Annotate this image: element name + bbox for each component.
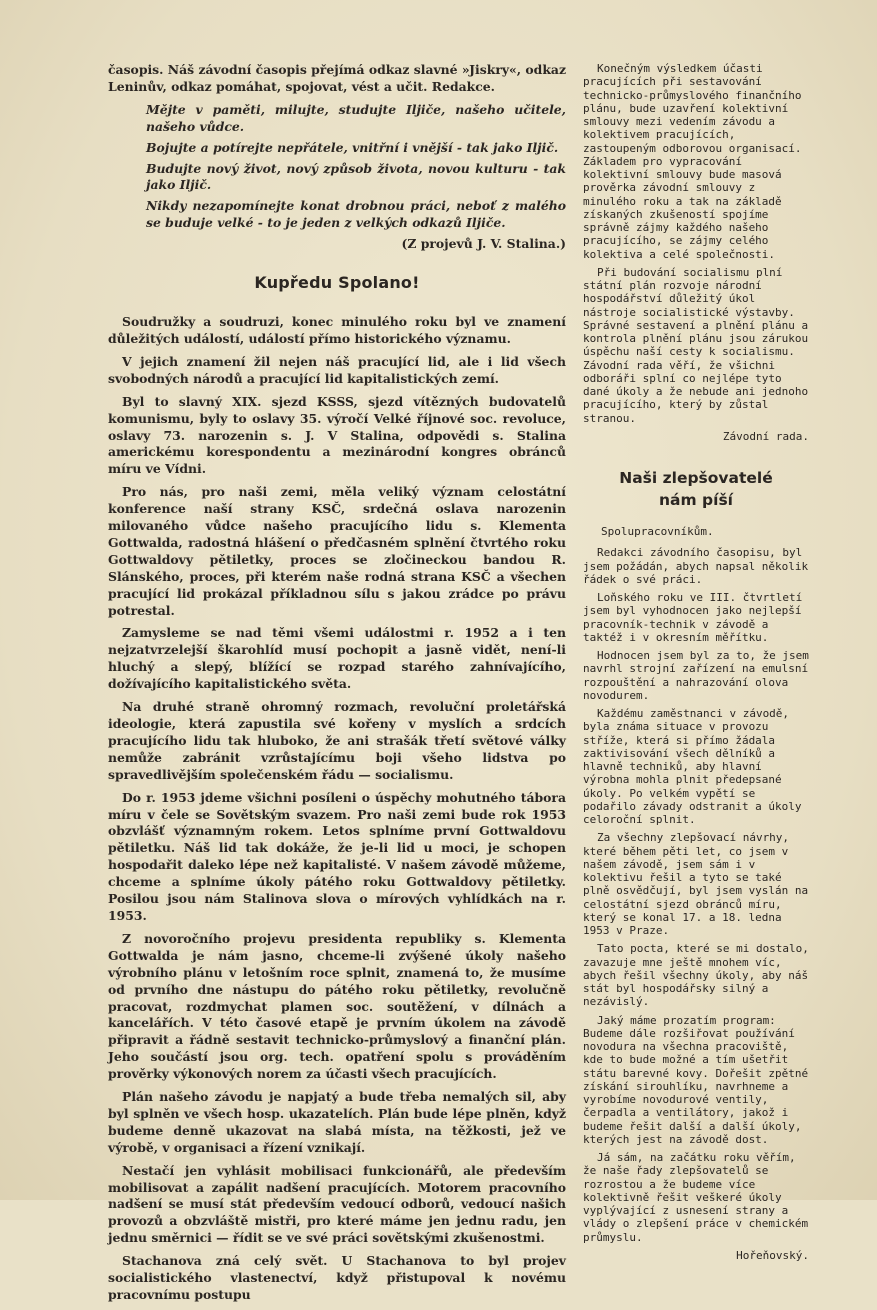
letter-paragraph: Za všechny zlepšovací návrhy, které během pěti let, co jsem v našem závodě, jsem sám i v kolektivu řešil a tyto se také plně osvědčují, byl jsem vyslán na celostátní sjezd obránců míru, který se konal 17. a 18. ledna 1953 v Praze. [583,831,809,937]
stalin-quote-4: Nikdy nezapomínejte konat drobnou práci, neboť z malého se buduje velké - to je jeden z velkých odkazů Iljiče. [146,198,566,231]
council-paragraph: Konečným výsledkem účasti pracujících při sestavování technicko-průmyslového finančního plánu, bude uzavření kolektivní smlouvy mezi vedením závodu a kolektivem pracujících, zastoupeným odborovou organisací. Základem pro vypracování kolektivní smlouvy bude masová prověrka závodní smlouvy z minulého roku a tak na základě získaných zkušeností spojíme správně zájmy každého našeho pracujícího, se zájmy celého kolektiva a celé společnosti. [583,62,802,261]
letter-paragraph: Já sám, na začátku roku věřím, že naše řady zlepšovatelů se rozrostou a že budeme více kolektivně řešit veškeré úkoly vyplývající z usnesení strany a vlády o zlepšení práce v chemickém průmyslu. [583,1151,809,1244]
article-paragraph: Soudružky a soudruzi, konec minulého roku byl ve znamení důležitých událostí, událostí přímo historického významu. [108,314,566,346]
article-paragraph: Do r. 1953 jdeme všichni posíleni o úspěchy mohutného tábora míru v čele se Sovětským svazem. Pro naši zemi bude rok 1953 obzvlášť významným rokem. Letos splníme první Gottwaldovu pětiletku. Náš lid tak dokáže, že je-li lid u moci, je schopen hospodařit daleko lépe než kapitalisté. V našem závodě můžeme, chceme a splníme úkoly pátého roku Gottwaldovy pětiletky. Posilou jsou nám Stalinova slova o mírových vyhlídkách na r. 1953. [108,789,566,923]
stalin-quote-2: Bojujte a potírejte nepřátele, vnitřní i vnější - tak jako Iljič. [146,139,559,155]
article-paragraph: Byl to slavný XIX. sjezd KSSS, sjezd vítězných budovatelů komunismu, byly to oslavy 35. výročí Velké říjnové soc. revoluce, oslavy 73. narozenin s. J. V Stalina, odpovědi s. Stalina americkému korespondentu a mezinárodní kongres obránců míru ve Vídni. [108,393,566,477]
letter-paragraph: Loňského roku ve III. čtvrtletí jsem byl vyhodnocen jako nejlepší pracovník-technik v závodě a taktéž i v okresním měřítku. [583,591,803,644]
letter-signature: Hořeňovský. [736,1248,809,1262]
article-paragraph: V jejich znamení žil nejen náš pracující lid, ale i lid všech svobodných národů a pracující lid kapitalistických zemí. [108,353,566,386]
salutation: Spolupracovníkům. [601,525,714,538]
left-column [108,62,566,1310]
article-paragraph: Z novoročního projevu presidenta republiky s. Klementa Gottwalda je nám jasno, chceme-li zvýšené úkoly našeho výrobního plánu v letošním roce splnit, znamená to, že musíme od prvního dne nástupu do pátého roku pětiletky, revolučně pracovat, rozdmychat plamen soc. soutěžení, v dílnách a kancelářích. V této časové etapě je prvním úkolem na závodě připravit a řádně sestavit technicko-průmyslový a finanční plán. Jeho součástí jsou org. tech. opatření spolu s prováděním prověrky výkonových norem za účasti všech pracujících. [108,930,566,1082]
letter-paragraph: Každému zaměstnanci v závodě, byla známa situace v provozu stříže, která si přímo žádala zaktivisování všech dělníků a hlavně techniků, aby hlavní výrobna mohla plnit předepsané úkoly. Po velkém vypětí se podařilo závady odstranit a úkoly celoroční splnit. [583,707,802,826]
article-paragraph: Stachanova zná celý svět. U Stachanova to byl projev socialistického vlastenectví, když přistupoval k novému pracovnímu postupu [108,1253,566,1302]
council-signature: Závodní rada. [722,429,809,443]
article-paragraph: Nestačí jen vyhlásit mobilisaci funkcionářů, ale především mobilisovat a zapálit nadšení pracujících. Motorem pracovního nadšení se musí stát především vedoucí odborů, vedoucí našich provozů a obzvláště mistři, pro které máme jen jednu radu, jen jednu směrnici — řídit se ve své práci sovětskými zkušenostmi. [108,1162,566,1246]
right-column [583,62,809,1268]
innovators-headline [583,467,809,511]
article-paragraph: Na druhé straně ohromný rozmach, revoluční proletářská ideologie, která zapustila své kořeny v myslích a srdcích pracujícího lidu tak hluboko, že ani strašák třetí světové války nemůže zabránit vzrůstajícímu boji všeho lidstva po spravedlivějším společenském řádu — socialismu. [108,699,566,782]
letter-paragraph: Hodnocen jsem byl za to, že jsem navrhl strojní zařízení na emulsní rozpouštění a nahrazování olova novodurem. [583,649,809,702]
letter-paragraph: Redakci závodního časopisu, byl jsem požádán, abych napsal několik řádek o své práci. [583,546,809,586]
stalin-quote-3: Budujte nový život, nový způsob života, novou kulturu - tak jako Iljič. [146,160,566,193]
council-paragraph: Při budování socialismu plní státní plán rozvoje národní hospodářství důležitý úkol nástroje socialistické výstavby. Správné sestavení a plnění plánu a kontrola plnění plánu jsou zárukou úspěchu naší cesty k socialismu. Závodní rada věří, že všichni odboráři splní co nejlépe tyto dané úkoly a že nebude ani jednoho pracujícího, který by zůstal stranou. [583,265,809,425]
article-paragraph: Pro nás, pro naši zemi, měla veliký význam celostátní konference naší strany KSČ, srdečná oslava narozenin milovaného vůdce našeho pracujícího lidu s. Klementa Gottwalda, radostná hlášení o předčasném splnění čtvrtého roku Gottwaldovy pětiletky, proces se zločineckou bandou R. Slánského, proces, při kterém naše rodná strana KSČ a všechen pracující lid prokázal příkladnou sílu s jakou zrádce po právu potrestal. [108,484,566,618]
letter-paragraph: Tato pocta, které se mi dostalo, zavazuje mne ještě mnohem víc, abych řešil všechny úkoly, aby náš stát byl hospodářsky silný a nezávislý. [583,942,809,1009]
letter-paragraph: Jaký máme prozatím program: Budeme dále rozšiřovat používání novodura na všechna pracoviště, kde to bude možné a tím ušetřit státu barevné kovy. Dořešit zpětné získání sirouhlíku, navrhneme a vyrobíme novodurové ventily, čerpadla a ventilátory, jakož i budeme řešit další a další úkoly, kterých jest na závodě dost. [583,1013,809,1146]
quote-source: (Z projevů J. V. Stalina.) [401,236,566,252]
article-paragraph: Plán našeho závodu je napjatý a bude třeba nemalých sil, aby byl splněn ve všech hosp. ukazatelích. Plán bude lépe plněn, když budeme denně ukazovat na slabá místa, na těžkosti, jež ve výrobě, v organisaci a řízení vznikají. [108,1089,566,1155]
intro-paragraph: časopis. Náš závodní časopis přejímá odkaz slavné »Jiskry«, odkaz Leninův, odkaz pomáhat, spojovat, vést a učit. Redakce. [108,62,566,94]
stalin-quote-1: Mějte v paměti, milujte, studujte Iljiče, našeho učitele, našeho vůdce. [146,101,566,134]
article-paragraph: Zamysleme se nad těmi všemi událostmi r. 1952 a i ten nejzatvrzelejší škarohlíd musí pochopit a jasně vidět, není-li hluchý a slepý, blížící se rozpad starého zahnívajícího, dožívajícího kapitalistického světa. [108,625,566,692]
innovators-headline-line-1: Naši zlepšovatelé [619,469,773,487]
article-headline: Kupředu Spolano! [254,273,420,293]
innovators-headline-line-2: nám píší [659,491,733,509]
